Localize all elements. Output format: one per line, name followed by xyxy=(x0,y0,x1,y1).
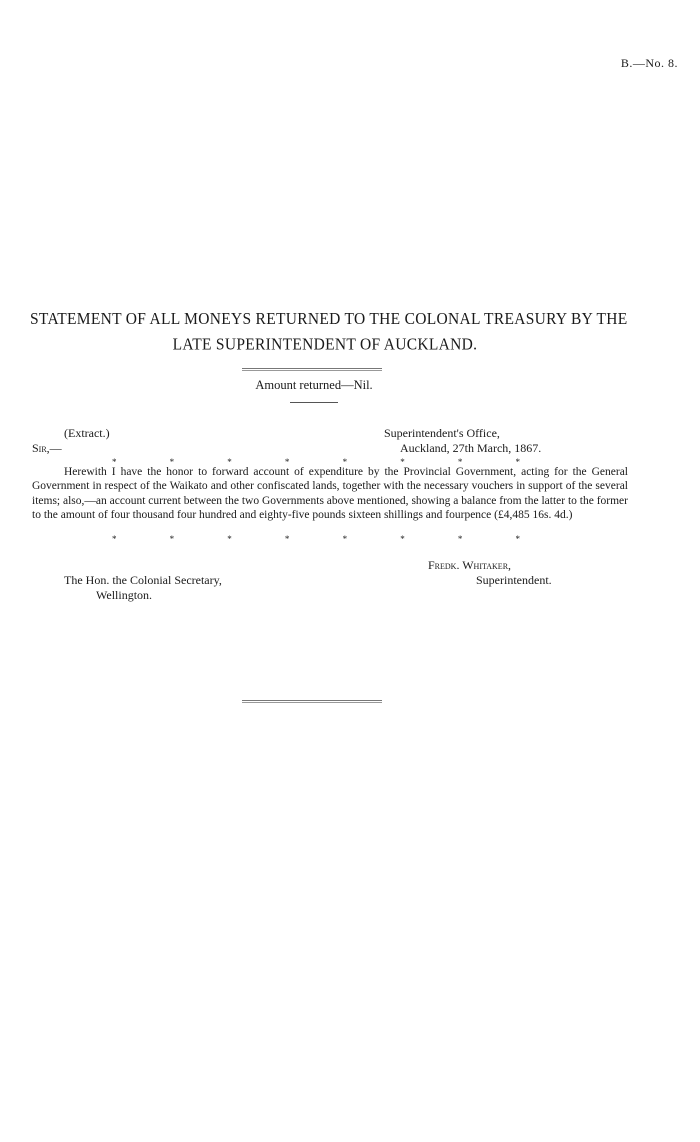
star: * xyxy=(112,534,117,544)
star: * xyxy=(227,534,232,544)
star: * xyxy=(342,534,348,544)
amount-divider xyxy=(290,402,338,403)
star: * xyxy=(169,457,175,467)
title-line-1: STATEMENT OF ALL MONEYS RETURNED TO THE COLONAL TREASURY BY THE xyxy=(30,309,628,329)
title-line-2: LATE SUPERINTENDENT OF AUCKLAND. xyxy=(172,335,478,355)
star: * xyxy=(515,457,520,467)
star: * xyxy=(169,534,175,544)
document-title xyxy=(30,306,628,358)
document-reference: B.—No. 8. xyxy=(620,56,678,70)
signature-title: Superintendent. xyxy=(476,573,552,587)
title-divider xyxy=(242,368,382,371)
star: * xyxy=(457,534,463,544)
addressee-line-1: The Hon. the Colonial Secretary, xyxy=(64,573,222,587)
star: * xyxy=(112,457,117,467)
closing-divider xyxy=(242,700,382,703)
addressee-line-2: Wellington. xyxy=(96,588,153,602)
star: * xyxy=(284,457,290,467)
star: * xyxy=(284,534,290,544)
amount-returned: Amount returned—Nil. xyxy=(255,378,373,392)
signature-name: Fredk. Whitaker, xyxy=(428,558,512,572)
star: * xyxy=(515,534,520,544)
star: * xyxy=(400,457,405,467)
office-line: Superintendent's Office, xyxy=(384,426,500,440)
extract-label: (Extract.) xyxy=(64,426,110,440)
star: * xyxy=(400,534,405,544)
star: * xyxy=(227,457,232,467)
star: * xyxy=(457,457,463,467)
salutation: Sir,— xyxy=(32,441,62,455)
letter-body: Herewith I have the honor to forward account of expenditure by the Provincial Government, acting for the General Government in respect of the Waikato and other confiscated lands, together with the necessary vouchers in support of the several items; also,—an account current between the two Governments above mentioned, showing a balance from the latter to the former to the amount of four thousand four hundred and eighty-five pounds sixteen shillings and fourpence (£4,485 16s. 4d.) xyxy=(32,466,628,522)
ellipsis-stars-bottom xyxy=(112,535,520,543)
place-date: Auckland, 27th March, 1867. xyxy=(400,441,542,455)
star: * xyxy=(342,457,348,467)
